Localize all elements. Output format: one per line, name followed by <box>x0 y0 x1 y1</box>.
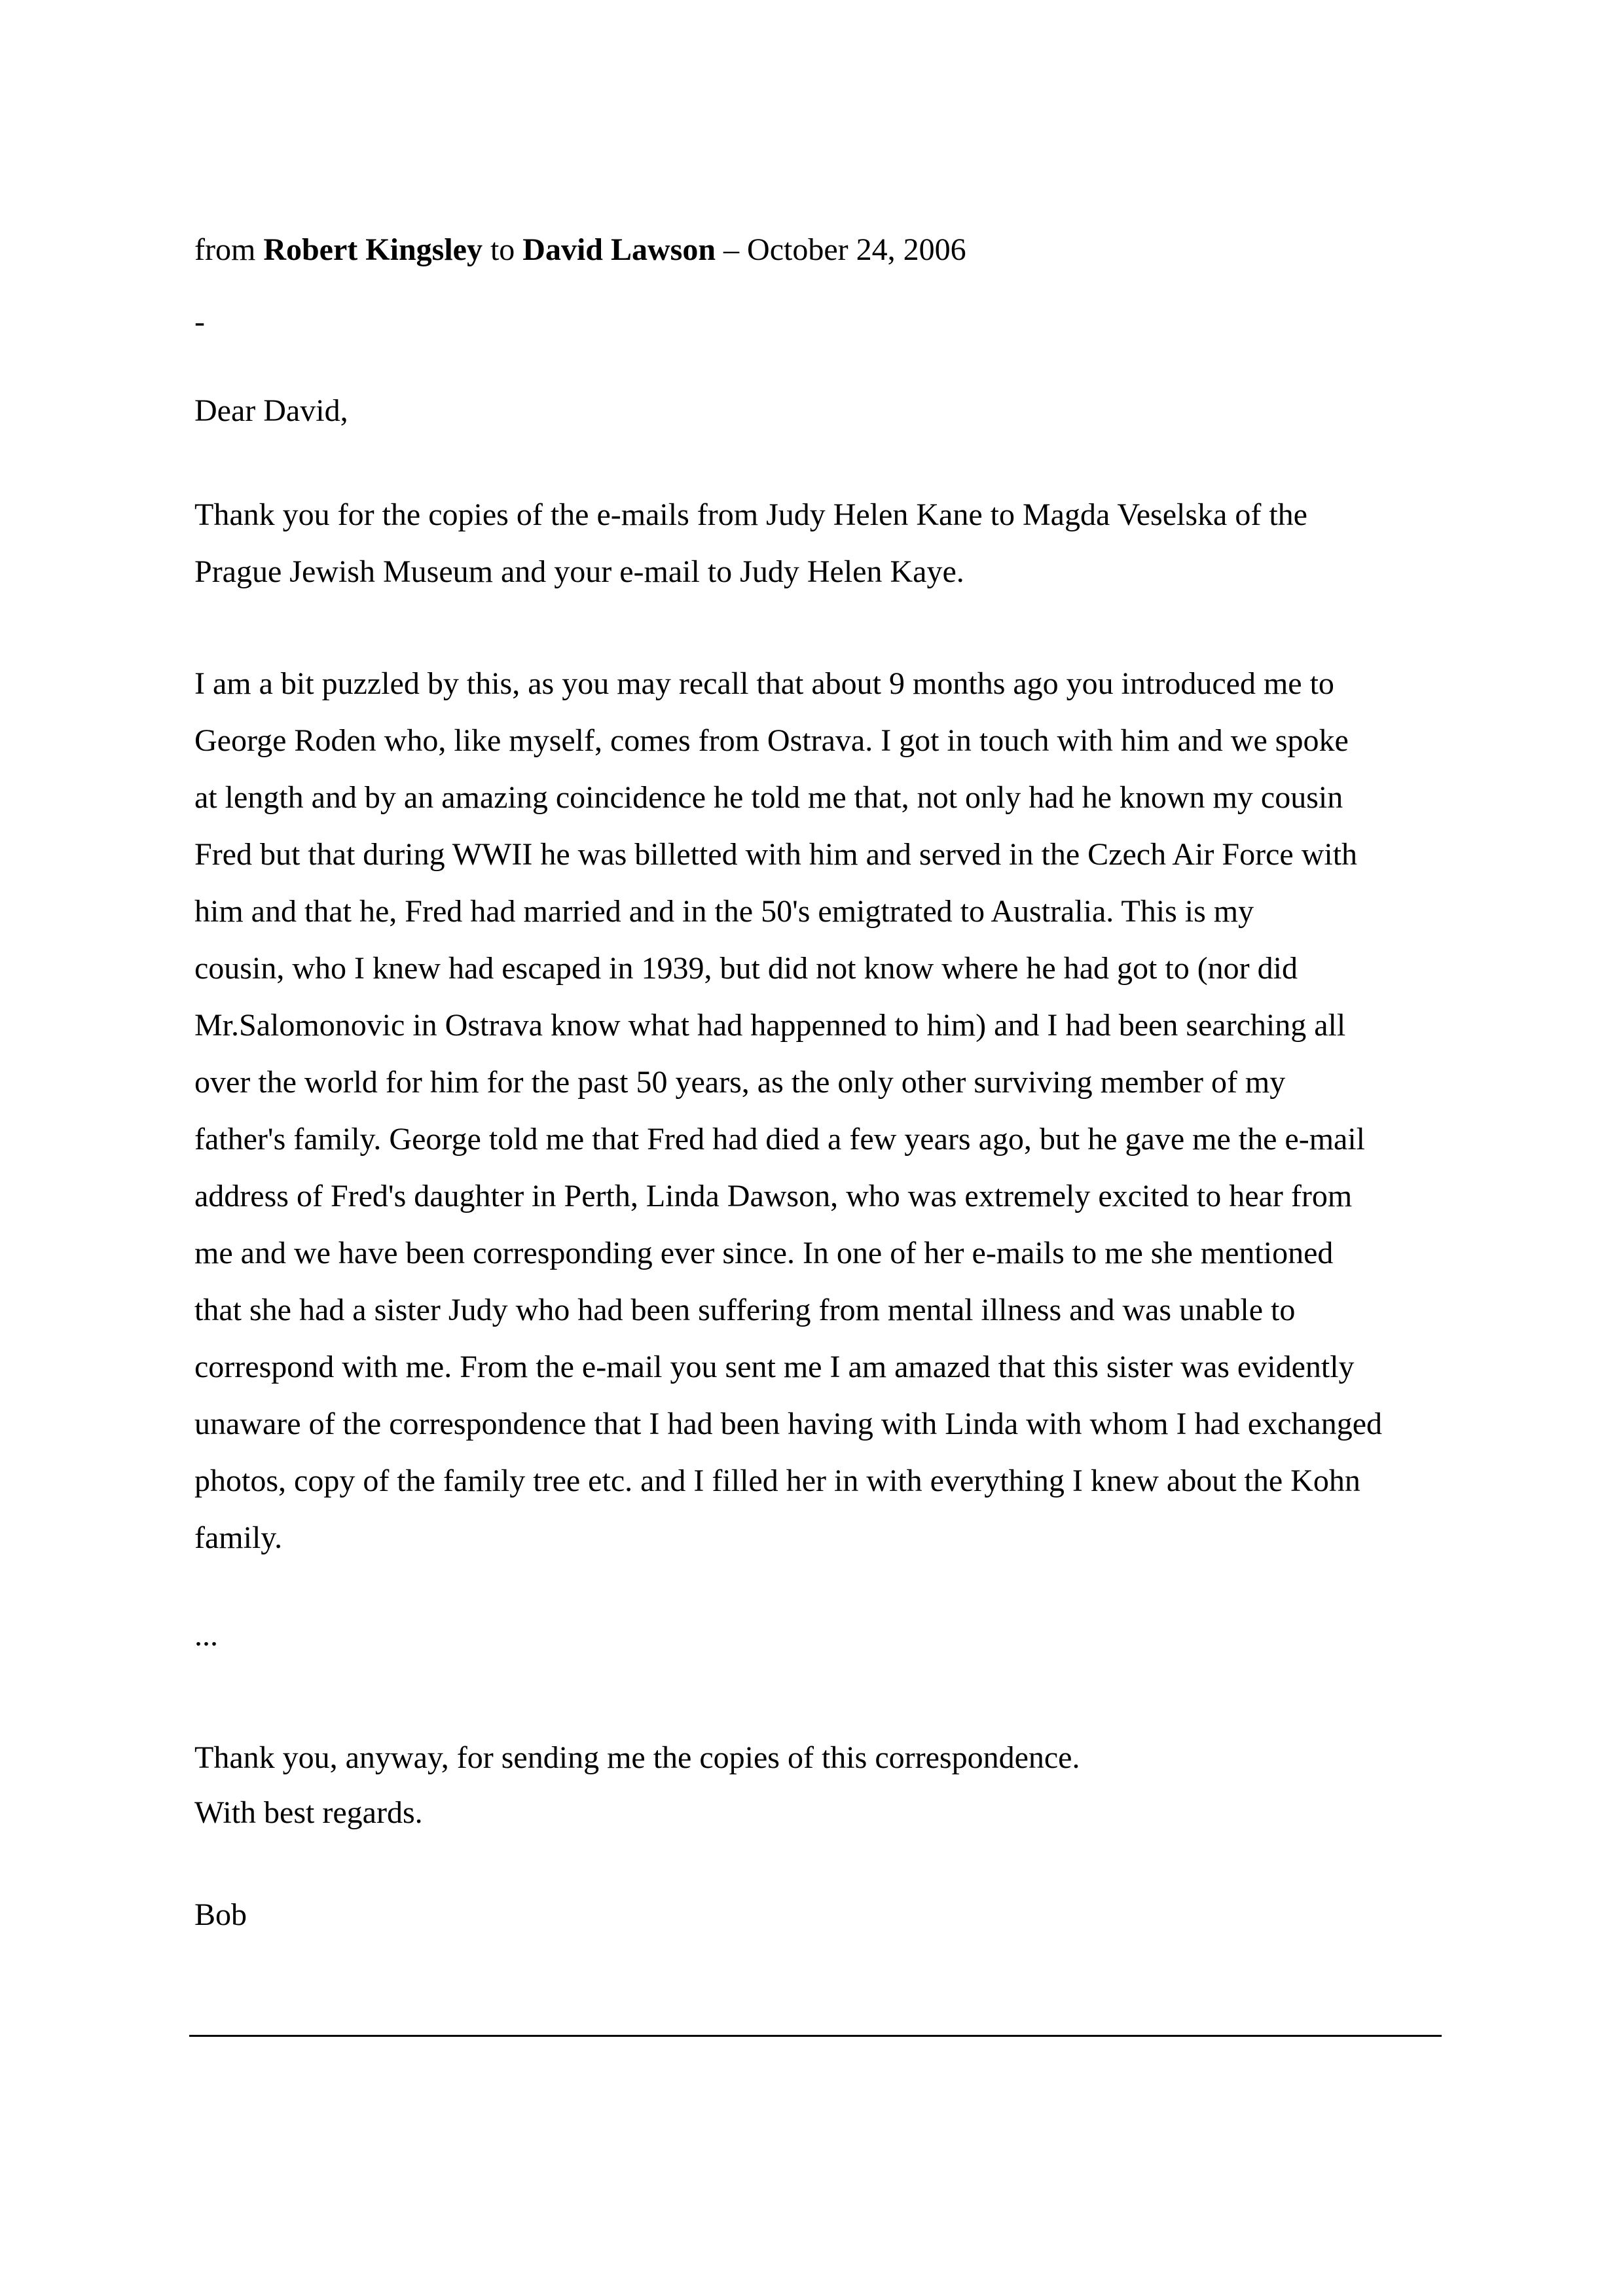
closing <box>194 1731 1451 1840</box>
text-line: that she had a sister Judy who had been suffering from mental illness and was unable to <box>194 1293 1296 1327</box>
text-line: Mr.Salomonovic in Ostrava know what had happenned to him) and I had been searching all <box>194 1008 1346 1043</box>
closing-line: Thank you, anyway, for sending me the copies of this correspondence. <box>194 1740 1080 1775</box>
letter-date: – October 24, 2006 <box>723 232 966 267</box>
sender-name: Robert Kingsley <box>263 232 483 267</box>
text-line: over the world for him for the past 50 years, as the only other surviving member of my <box>194 1065 1286 1100</box>
text-line: him and that he, Fred had married and in the 50's emigtrated to Australia. This is my <box>194 894 1254 929</box>
text-line: Fred but that during WWII he was billetted with him and served in the Czech Air Force with <box>194 837 1358 872</box>
text-line: photos, copy of the family tree etc. and I filled her in with everything I knew about the Kohn <box>194 1463 1360 1498</box>
from-word: from <box>194 232 256 267</box>
paragraph-1 <box>194 486 1451 600</box>
text-line: me and we have been corresponding ever since. In one of her e-mails to me she mentioned <box>194 1236 1334 1270</box>
horizontal-rule <box>189 2035 1442 2037</box>
text-line: Thank you for the copies of the e-mails from Judy Helen Kane to Magda Veselska of the <box>194 497 1307 532</box>
separator: - <box>194 304 205 339</box>
to-word: to <box>490 232 515 267</box>
text-line: cousin, who I knew had escaped in 1939, but did not know where he had got to (nor did <box>194 951 1298 986</box>
text-line: correspond with me. From the e-mail you sent me I am amazed that this sister was evidently <box>194 1350 1355 1384</box>
text-line: unaware of the correspondence that I had been having with Linda with whom I had exchanged <box>194 1407 1383 1441</box>
text-line: Prague Jewish Museum and your e-mail to Judy Helen Kaye. <box>194 554 964 589</box>
paragraph-2 <box>194 655 1451 1566</box>
text-line: at length and by an amazing coincidence he told me that, not only had he known my cousin <box>194 780 1343 815</box>
omission-ellipsis: ... <box>194 1618 218 1653</box>
letter-body <box>194 230 1451 1935</box>
text-line: address of Fred's daughter in Perth, Linda Dawson, who was extremely excited to hear from <box>194 1179 1353 1213</box>
recipient-name: David Lawson <box>522 232 716 267</box>
letter-header <box>194 230 1451 270</box>
text-line: father's family. George told me that Fred had died a few years ago, but he gave me the e-mail <box>194 1122 1365 1157</box>
signature: Bob <box>194 1897 247 1932</box>
closing-line: With best regards. <box>194 1795 423 1830</box>
text-line: family. <box>194 1520 283 1555</box>
text-line: George Roden who, like myself, comes from Ostrava. I got in touch with him and we spoke <box>194 723 1349 758</box>
text-line: I am a bit puzzled by this, as you may recall that about 9 months ago you introduced me to <box>194 666 1334 701</box>
greeting: Dear David, <box>194 393 348 428</box>
